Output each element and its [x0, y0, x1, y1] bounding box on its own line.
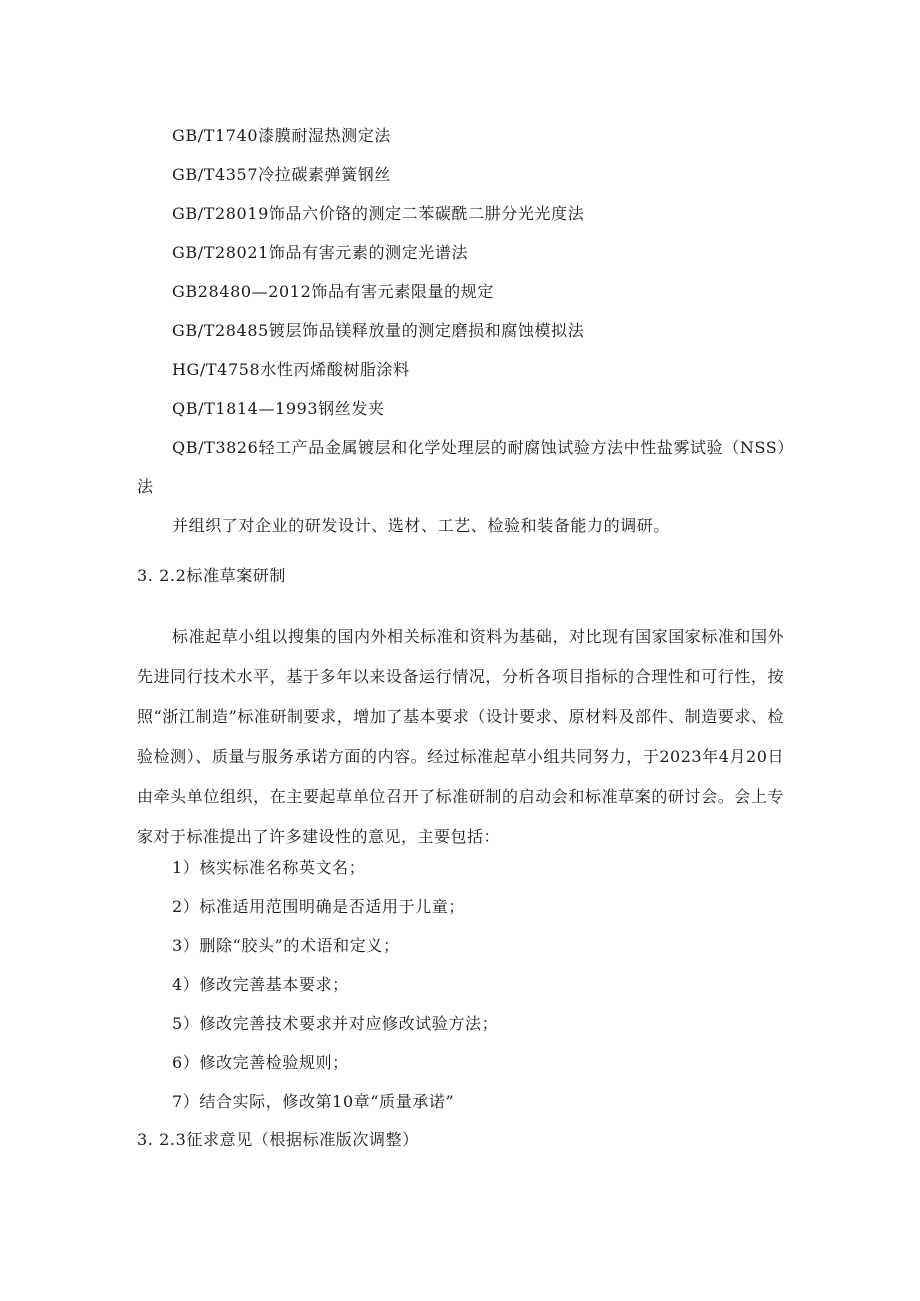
section-heading-323: 3. 2.3征求意见（根据标准版次调整）: [137, 1130, 419, 1149]
opinion-item: 7）结合实际，修改第10章“质量承诺”: [172, 1092, 455, 1111]
reference-item-long: QB/T3826轻工产品金属镀层和化学处理层的耐腐蚀试验方法中性盐雾试验（NSS）: [172, 438, 794, 457]
opinion-item: 4）修改完善基本要求；: [172, 975, 349, 994]
reference-item: GB28480—2012饰品有害元素限量的规定: [172, 282, 494, 301]
reference-item: GB/T1740漆膜耐湿热测定法: [172, 126, 391, 145]
reference-item: GB/T28021饰品有害元素的测定光谱法: [172, 243, 469, 262]
opinion-item: 3）删除“胶头”的术语和定义；: [172, 936, 400, 955]
reference-item: GB/T28019饰品六价铬的测定二苯碳酰二肼分光光度法: [172, 204, 585, 223]
reference-item: QB/T1814—1993钢丝发夹: [172, 399, 385, 418]
reference-item: GB/T4357冷拉碳素弹簧钢丝: [172, 165, 391, 184]
reference-item-long-continuation: 法: [137, 477, 154, 496]
reference-item: GB/T28485镀层饰品镁释放量的测定磨损和腐蚀模拟法: [172, 321, 585, 340]
opinion-item: 2）标准适用范围明确是否适用于儿童；: [172, 897, 465, 916]
opinion-item: 6）修改完善检验规则；: [172, 1053, 349, 1072]
section-heading-322: 3. 2.2标准草案研制: [137, 566, 286, 585]
survey-sentence: 并组织了对企业的研发设计、选材、工艺、检验和装备能力的调研。: [172, 516, 671, 535]
reference-item: HG/T4758水性丙烯酸树脂涂料: [172, 360, 410, 379]
section-322-paragraph: [137, 617, 784, 857]
opinion-item: 1）核实标准名称英文名；: [172, 858, 366, 877]
opinion-item: 5）修改完善技术要求并对应修改试验方法；: [172, 1014, 499, 1033]
section-322-paragraph-text: 标准起草小组以搜集的国内外相关标准和资料为基础，对比现有国家国家标准和国外先进同行技术水平，基于多年以来设备运行情况，分析各项目指标的合理性和可行性，按照“浙江制造”标准研制要求，增加了基本要求（设计要求、原材料及部件、制造要求、检验检测）、质量与服务承诺方面的内容。经过标准起草小组共同努力，于2023年4月20日由牵头单位组织，在主要起草单位召开了标准研制的启动会和标准草案的研讨会。会上专家对于标准提出了许多建设性的意见，主要包括：: [137, 627, 784, 846]
